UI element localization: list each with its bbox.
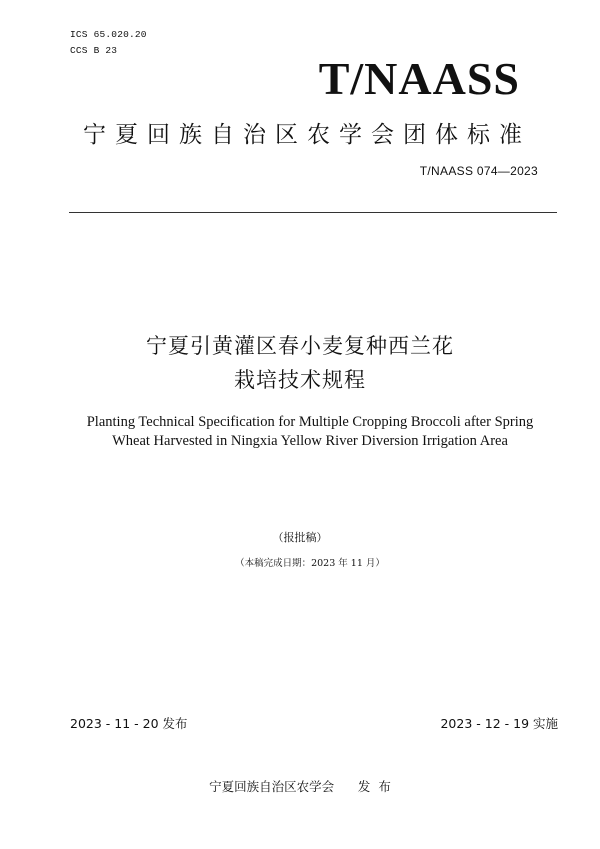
implement-date: 2023 - 12 - 19 实施 [440, 716, 558, 731]
title-cn-line1: 宁夏引黄灌区春小麦复种西兰花 [146, 334, 454, 358]
completion-date: （本稿完成日期：2023 年 11 月） [235, 558, 385, 569]
ics-code: ICS 65.020.20 [70, 29, 147, 40]
standard-logo: T/NAASS [318, 53, 520, 104]
standard-number: T/NAASS 074—2023 [419, 164, 538, 178]
title-cn-line2: 栽培技术规程 [234, 368, 366, 392]
title-en-line1: Planting Technical Specification for Multiple Cropping Broccoli after Spring [86, 414, 534, 430]
ccs-code: CCS B 23 [70, 45, 118, 56]
header-divider [69, 212, 557, 213]
issuer: 宁夏回族自治区农学会 发 布 [209, 779, 391, 794]
org-standard-name: 宁夏回族自治区农学会团体标准 [83, 122, 531, 148]
draft-status: （报批稿） [272, 531, 328, 544]
publish-date: 2023 - 11 - 20 发布 [70, 716, 188, 731]
title-en-line2: Wheat Harvested in Ningxia Yellow River Diversion Irrigation Area [112, 433, 508, 449]
